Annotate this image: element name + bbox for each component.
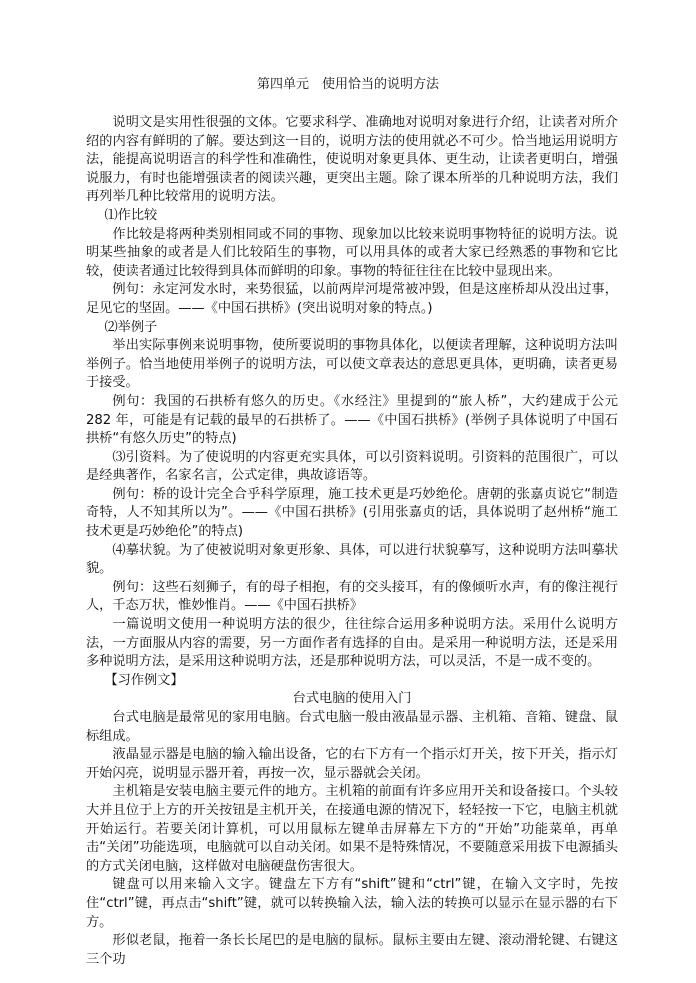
method-heading-example: ⑵举例子: [104, 319, 158, 335]
method-example-example: 例句：我国的石拱桥有悠久的历史。《水经注》里提到的“旅人桥”，大约建成于公元 282 年，可能是有记载的最早的石拱桥了。——《中国石拱桥》(举例子具体说明了中国石拱桥“有悠久历史”的特点): [86, 393, 618, 447]
document-body: [86, 114, 618, 969]
method-example-describe: 例句：这些石刻狮子，有的母子相抱，有的交头接耳，有的像倾听水声，有的像注视行人，千态万状，惟妙惟肖。——《中国石拱桥》: [86, 579, 618, 614]
essay-paragraph: 键盘可以用来输入文字。键盘左下方有“shift”键和“ctrl”键，在输入文字时，先按住“ctrl”键，再点击“shift”键，就可以转换输入法，输入法的转换可以显示在显示器的右下方。: [86, 877, 618, 930]
summary-paragraph: 一篇说明文使用一种说明方法的很少，往往综合运用多种说明方法。采用什么说明方法，一方面服从内容的需要，另一方面作者有选择的自由。是采用一种说明方法，还是采用多种说明方法，是采用这种说明方法，还是那种说明方法，可以灵活，不是一成不变的。: [86, 617, 618, 670]
method-heading-compare: ⑴作比较: [104, 207, 158, 223]
essay-title: 台式电脑的使用入门: [292, 691, 412, 707]
practice-label: 【习作例文】: [104, 672, 184, 688]
method-definition-quote: ⑶引资料。为了使说明的内容更充实具体，可以引资料说明。引资料的范围很广，可以是经典著作，名家名言，公式定律，典故谚语等。: [86, 449, 618, 484]
essay-paragraph: 主机箱是安装电脑主要元件的地方。主机箱的前面有许多应用开关和设备接口。个头较大并且位于上方的开关按钮是主机开关，在接通电源的情况下，轻轻按一下它，电脑主机就开始运行。若要关闭计算机，可以用鼠标左键单击屏幕左下方的“开始”功能菜单，再单击“关闭”功能选项，电脑就可以自动关闭。如果不是特殊情况，不要随意采用拔下电源插头的方式关闭电脑，这样做对电脑硬盘伤害很大。: [86, 784, 618, 874]
essay-paragraph: 台式电脑是最常见的家用电脑。台式电脑一般由液晶显示器、主机箱、音箱、键盘、鼠标组成。: [86, 710, 618, 744]
essay-paragraph: 液晶显示器是电脑的输入输出设备，它的右下方有一个指示灯开关，按下开关，指示灯开始闪亮，说明显示器开着，再按一次，显示器就会关闭。: [86, 747, 618, 781]
intro-paragraph: 说明文是实用性很强的文体。它要求科学、准确地对说明对象进行介绍，让读者对所介绍的内容有鲜明的了解。要达到这一目的，说明方法的使用就必不可少。恰当地运用说明方法，能提高说明语言的科学性和准确性，使说明对象更具体、更生动，让读者更明白，增强说服力，有时也能增强读者的阅读兴趣，更突出主题。除了课本所举的几种说明方法，我们再列举几种比较常用的说明方法。: [86, 115, 618, 205]
method-definition-compare: 作比较是将两种类别相同或不同的事物、现象加以比较来说明事物特征的说明方法。说明某些抽象的或者是人们比较陌生的事物，可以用具体的或者大家已经熟悉的事物和它比较，使读者通过比较得到具体而鲜明的印象。事物的特征往往在比较中显现出来。: [86, 226, 618, 279]
method-definition-example: 举出实际事例来说明事物，使所要说明的事物具体化，以便读者理解，这种说明方法叫举例子。恰当地使用举例子的说明方法，可以使文章表达的意思更具体，更明确，读者更易于接受。: [86, 338, 618, 391]
method-example-compare: 例句：永定河发水时，来势很猛，以前两岸河堤常被冲毁，但是这座桥却从没出过事，足见它的坚固。——《中国石拱桥》(突出说明对象的特点。): [86, 282, 618, 316]
method-definition-describe: ⑷摹状貌。为了使被说明对象更形象、具体，可以进行状貌摹写，这种说明方法叫摹状貌。: [86, 542, 618, 577]
page-title: 第四单元 使用恰当的说明方法: [256, 77, 439, 92]
essay-paragraph: 形似老鼠，拖着一条长长尾巴的是电脑的鼠标。鼠标主要由左键、滚动滑轮键、右键这三个功: [86, 933, 618, 967]
method-example-quote: 例句：桥的设计完全合乎科学原理，施工技术更是巧妙绝伦。唐朝的张嘉贞说它“制造奇特，人不知其所以为”。——《中国石拱桥》(引用张嘉贞的话，具体说明了赵州桥“施工技术更是巧妙绝伦”的特点): [86, 486, 618, 540]
